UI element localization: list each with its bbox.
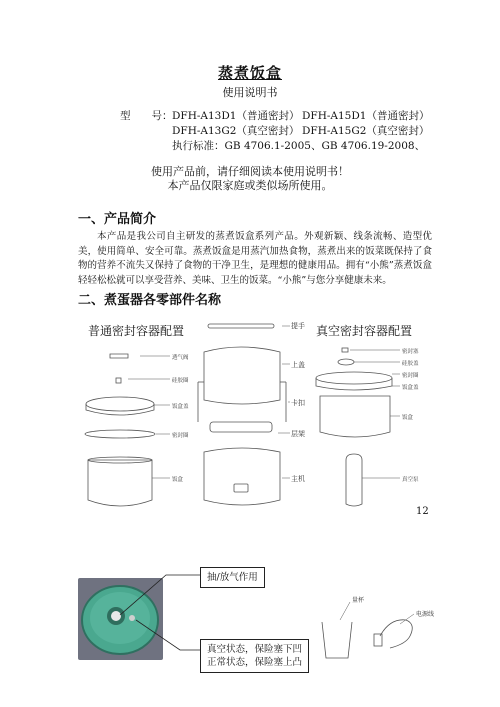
part-label: 饭盒盖 xyxy=(172,404,189,410)
model-item: DFH-A13G2（真空密封） xyxy=(172,125,300,137)
part-label: 卡扣 xyxy=(291,399,305,407)
standard-text: 执行标准：GB 4706.1-2005、GB 4706.19-2008、 xyxy=(172,140,426,152)
model-item: DFH-A15D1（普通密封） xyxy=(302,110,430,122)
cup-label: 量杯 xyxy=(352,597,365,604)
usage-notice xyxy=(0,165,500,193)
part-label: 层架 xyxy=(291,430,305,438)
part-label: 主机 xyxy=(291,475,305,483)
part-label: 饭盒 xyxy=(402,415,414,421)
plug-label: 电源线 xyxy=(416,611,435,618)
callout-states xyxy=(200,639,309,673)
power-cord-icon xyxy=(380,620,412,648)
callout-normal-text: 正常状态，保险塞上凸 xyxy=(207,657,303,668)
right-exploded-view xyxy=(316,348,400,506)
left-exploded-view xyxy=(85,354,170,506)
model-item: DFH-A15G2（真空密封） xyxy=(302,125,430,137)
left-config-heading: 普通密封容器配置 xyxy=(88,324,185,338)
center-unit-view xyxy=(198,324,290,505)
callout-valve-text: 抽/放气作用 xyxy=(207,572,258,583)
part-label: 硅胶盖 xyxy=(402,361,419,367)
model-list xyxy=(120,109,429,154)
part-label: 提手 xyxy=(291,322,305,330)
notice-line: 本产品仅限家庭或类似场所使用。 xyxy=(167,179,333,192)
page-number: 12 xyxy=(416,506,429,517)
parts-diagram xyxy=(78,312,432,527)
lid-photo xyxy=(78,578,163,660)
part-label: 硅胶圈 xyxy=(172,378,189,384)
part-label: 密封圈 xyxy=(402,373,419,379)
part-label: 饭盒盖 xyxy=(402,385,419,391)
right-config-heading: 真空密封容器配置 xyxy=(316,324,413,338)
part-label: 上盖 xyxy=(291,361,305,369)
part-label: 密封圈 xyxy=(172,433,189,439)
section-heading-intro: 一、产品简介 xyxy=(78,212,157,227)
callout-valve xyxy=(200,567,265,588)
page-subtitle: 使用说明书 xyxy=(222,86,278,99)
model-label: 型 号： xyxy=(120,110,173,122)
part-label: 饭盒 xyxy=(172,477,184,483)
callout-vacuum-text: 真空状态，保险塞下凹 xyxy=(207,644,303,655)
part-label: 密封塞 xyxy=(402,349,419,355)
part-label: 透气阀 xyxy=(172,355,189,361)
model-item: DFH-A13D1（普通密封） xyxy=(172,110,300,122)
section-heading-parts: 二、煮蛋器各零部件名称 xyxy=(78,293,222,308)
notice-line: 使用产品前，请仔细阅读本使用说明书！ xyxy=(151,165,349,178)
intro-paragraph: 本产品是我公司自主研发的蒸煮饭盒系列产品。外观新颖、线条流畅、造型优美，使用简单、安全可靠。蒸煮饭盒是用蒸汽加热食物，蒸煮出来的饭菜既保持了食物的营养不流失又保持了食物的干净卫生，是理想的健康用品。拥有“小熊”蒸煮饭盒轻轻松松就可以享受营养、美味、卫生的饭菜。“小熊”与您分享健康未来。 xyxy=(78,231,432,286)
lid-photo-drawing xyxy=(78,578,163,660)
measuring-cup-icon xyxy=(322,622,352,658)
page-title: 蒸煮饭盒 xyxy=(217,64,282,82)
part-label: 真空泵 xyxy=(402,477,419,483)
accessory-sketch xyxy=(310,588,440,668)
parts-drawing xyxy=(78,312,432,527)
